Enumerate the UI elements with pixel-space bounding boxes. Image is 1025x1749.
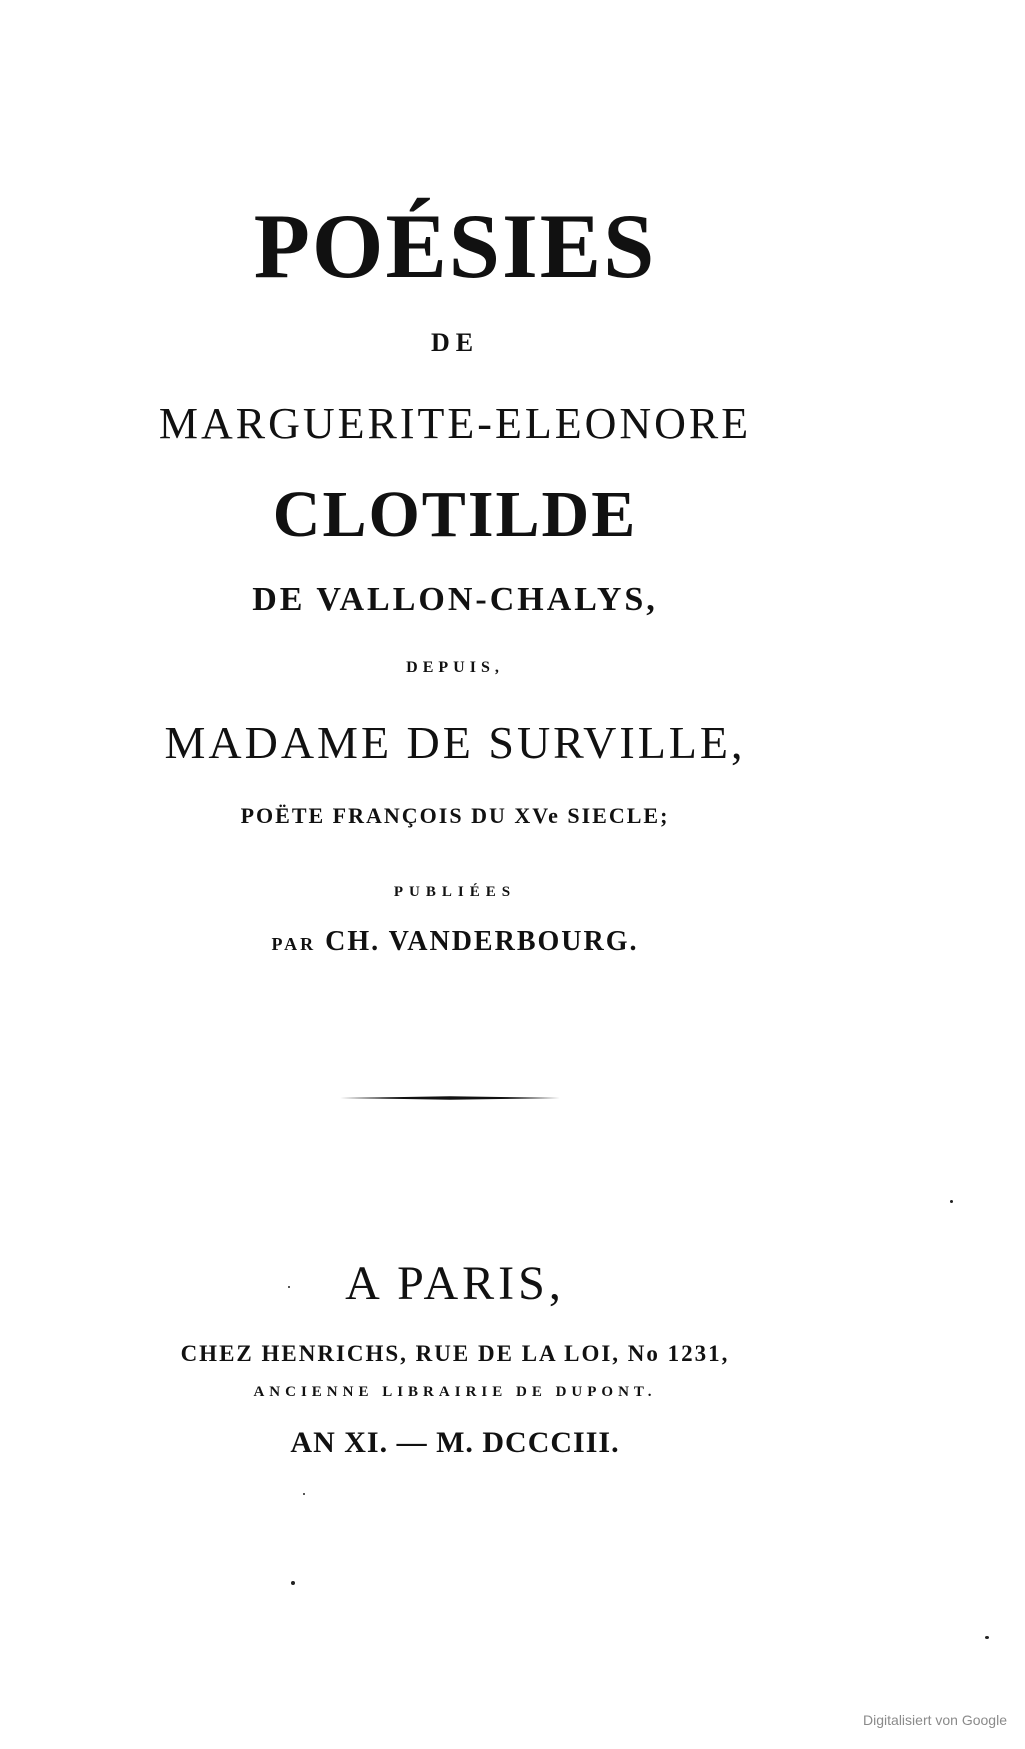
editor-prefix: PAR — [271, 934, 317, 954]
married-name: MADAME DE SURVILLE, — [164, 717, 746, 768]
paper-speck — [291, 1581, 295, 1585]
imprint-former-bookshop: ANCIENNE LIBRAIRIE DE DUPONT. — [253, 1384, 657, 1400]
paper-speck — [288, 1286, 290, 1288]
paper-speck — [985, 1636, 989, 1639]
editor-name: CH. VANDERBOURG. — [325, 926, 639, 957]
imprint-publisher: CHEZ HENRICHS, RUE DE LA LOI, No 1231, — [180, 1341, 730, 1366]
digitization-watermark: Digitalisiert von Google — [863, 1712, 1007, 1728]
imprint-place: A PARIS, — [345, 1257, 565, 1310]
book-title: POÉSIES — [253, 195, 657, 297]
title-de: DE — [430, 328, 480, 357]
author-name-line-2: CLOTILDE — [272, 478, 638, 551]
editor-line — [40, 928, 870, 956]
depuis-label: DEPUIS, — [406, 659, 504, 676]
decorative-rule — [340, 1095, 560, 1101]
publiees-label: PUBLIÉES — [393, 884, 517, 900]
author-descriptor: POËTE FRANÇOIS DU XVe SIECLE; — [240, 803, 670, 828]
author-name-line-3: DE VALLON-CHALYS, — [252, 581, 658, 618]
paper-speck — [303, 1493, 305, 1495]
paper-speck — [950, 1200, 953, 1203]
author-name-line-1: MARGUERITE-ELEONORE — [158, 399, 752, 448]
imprint-date: AN XI. — M. DCCCIII. — [290, 1426, 620, 1459]
